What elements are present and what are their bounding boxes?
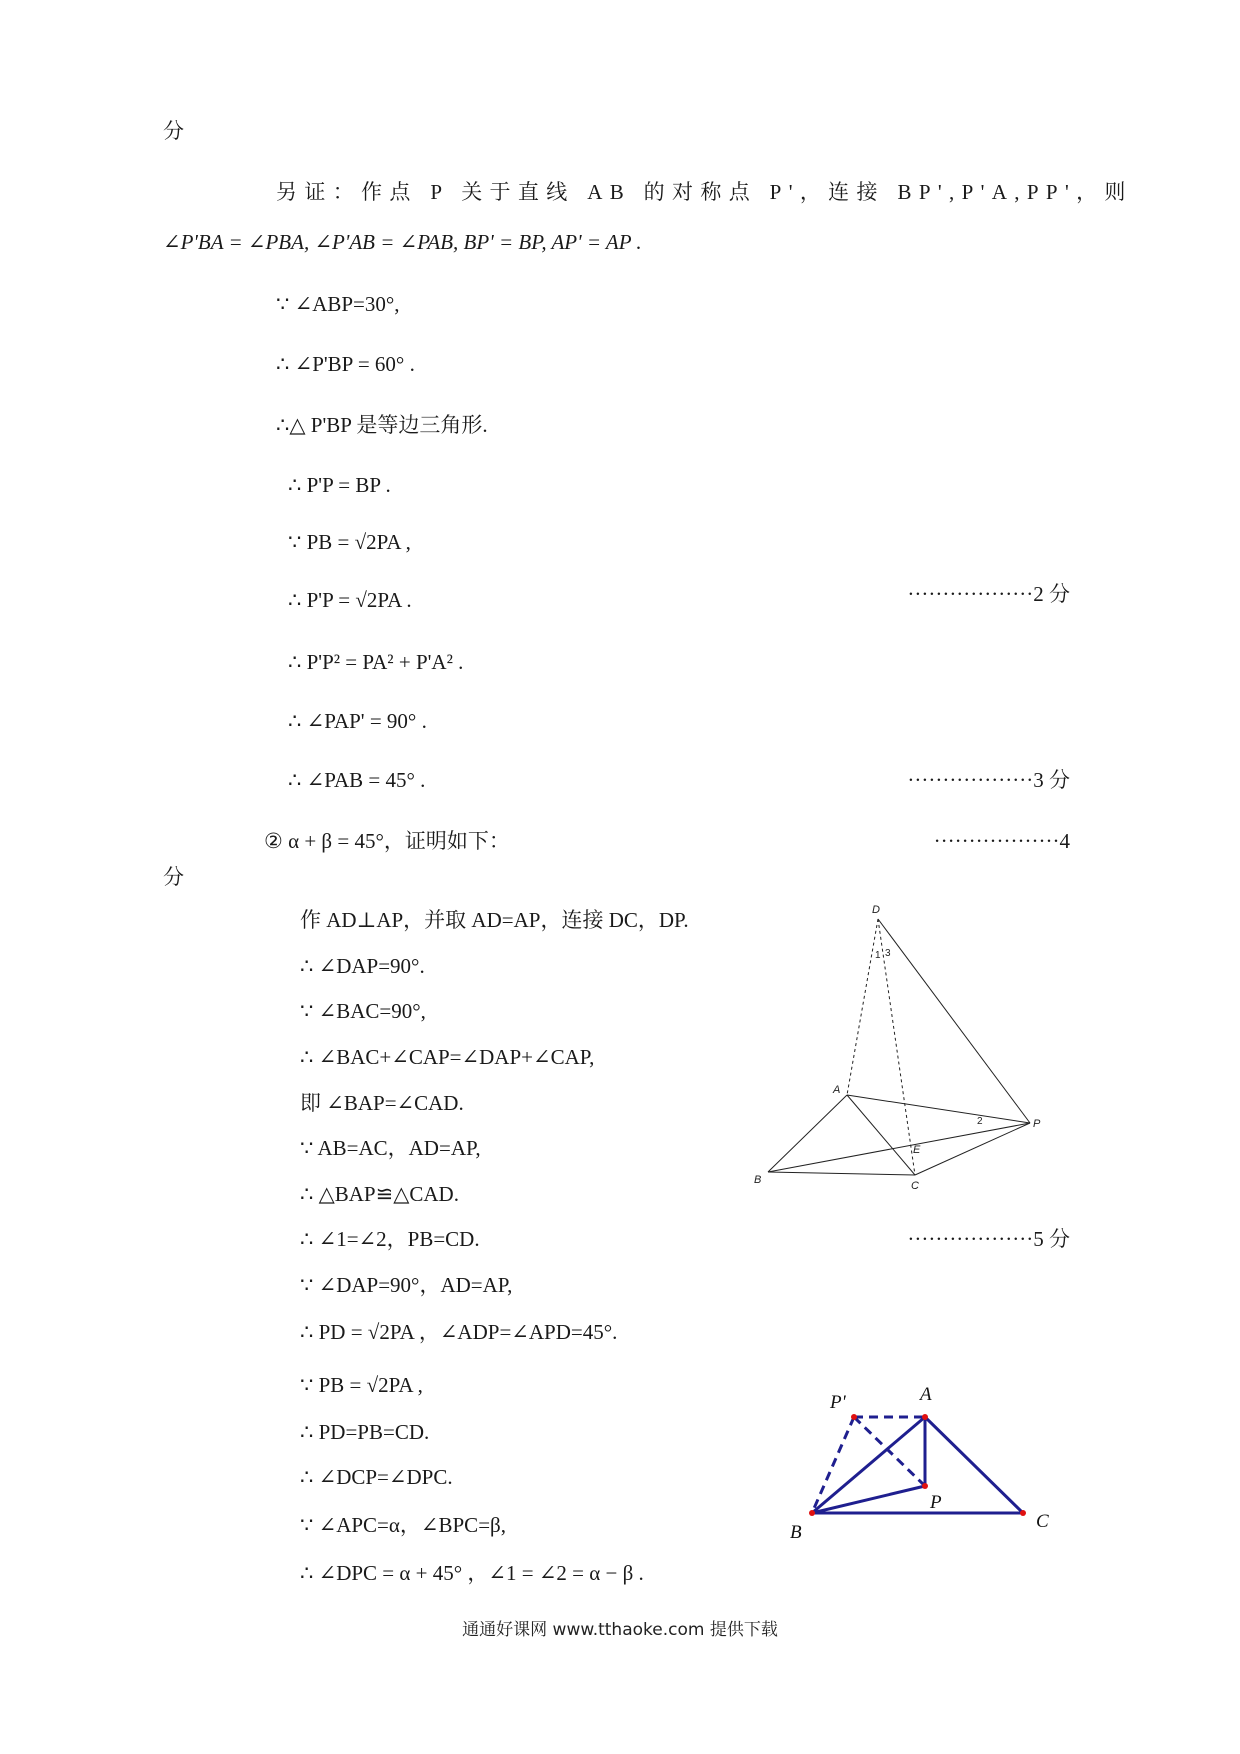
label-p-prime: P' — [830, 1392, 846, 1413]
step-bac90: ∵ ∠BAC=90°, — [300, 999, 426, 1023]
label-c: C — [911, 1180, 919, 1192]
step-dcp-dpc: ∴ ∠DCP=∠DPC. — [300, 1465, 453, 1489]
part2-claim: ② α + β = 45°，证明如下： — [264, 829, 510, 853]
step-pp-root2: ∴ P'P = √2PA . — [288, 588, 412, 612]
step-abp30: ∵ ∠ABP=30°, — [276, 292, 400, 316]
symmetry-equalities: ∠P'BA = ∠PBA, ∠P'AB = ∠PAB, BP' = BP, AP' = AP . — [163, 230, 642, 254]
alt-proof-intro: 另证：作点 P 关于直线 AB 的对称点 P'，连接 BP',P'A,PP'，则 — [276, 180, 1133, 204]
label-b2: B — [790, 1522, 802, 1543]
step-pd-root2: ∴ PD = √2PA ，∠ADP=∠APD=45°. — [300, 1320, 618, 1344]
edge-da — [847, 919, 878, 1095]
label-b: B — [754, 1174, 762, 1186]
geometry-figure-reflection — [770, 1370, 1070, 1550]
step-angle-sum: ∴ ∠BAC+∠CAP=∠DAP+∠CAP, — [300, 1045, 595, 1069]
step-pb-root2-b: ∵ PB = √2PA , — [300, 1373, 423, 1397]
step-pbp60: ∴ ∠P'BP = 60° . — [276, 352, 415, 376]
construct-ad: 作 AD⊥AP，并取 AD=AP，连接 DC，DP. — [300, 908, 689, 932]
step-dap90-ad-ap: ∵ ∠DAP=90°，AD=AP, — [300, 1273, 513, 1297]
score-5: ··················5 分 — [907, 1227, 1070, 1251]
point-p — [922, 1483, 928, 1489]
edge-ap — [847, 1095, 1030, 1123]
label-angle-1: 1 — [875, 950, 881, 961]
score-4: ··················4 — [933, 829, 1070, 853]
step-pab45: ∴ ∠PAB = 45° . — [288, 768, 426, 792]
edge-bp — [768, 1123, 1030, 1172]
point-c — [1020, 1510, 1026, 1516]
fen-top: 分 — [163, 119, 184, 143]
segment-pp-b — [812, 1417, 854, 1513]
label-p: P — [1033, 1118, 1041, 1130]
label-angle-2: 2 — [977, 1116, 983, 1127]
geometry-figure-construction — [750, 895, 1050, 1195]
step-pythagoras: ∴ P'P² = PA² + P'A² . — [288, 650, 464, 674]
step-pap90: ∴ ∠PAP' = 90° . — [288, 709, 427, 733]
step-pd-pb-cd: ∴ PD=PB=CD. — [300, 1420, 430, 1444]
score-2: ··················2 分 — [907, 582, 1070, 606]
step-dap90: ∴ ∠DAP=90°. — [300, 954, 425, 978]
label-c2: C — [1036, 1511, 1049, 1532]
label-a: A — [833, 1084, 841, 1096]
edge-dc — [878, 919, 915, 1175]
point-p-prime — [851, 1414, 857, 1420]
score-3: ··················3 分 — [907, 768, 1070, 792]
step-apc-bpc: ∵ ∠APC=α，∠BPC=β, — [300, 1513, 506, 1537]
label-a2: A — [920, 1384, 932, 1405]
label-d: D — [872, 904, 880, 916]
label-angle-3: 3 — [885, 948, 891, 959]
step-congruent: ∴ △BAP≌△CAD. — [300, 1182, 459, 1206]
footer-source: 通通好课网 www.tthaoke.com 提供下载 — [462, 1620, 778, 1640]
edge-cp — [915, 1123, 1030, 1175]
step-ab-ac: ∵ AB=AC，AD=AP, — [300, 1136, 481, 1160]
edge-bc — [768, 1172, 915, 1175]
edge-dp — [878, 919, 1030, 1123]
label-e: E — [913, 1144, 921, 1156]
label-p2: P — [930, 1492, 942, 1513]
step-pp-bp: ∴ P'P = BP . — [288, 473, 391, 497]
step-bap-cad: 即 ∠BAP=∠CAD. — [300, 1091, 464, 1115]
step-angle1-2: ∴ ∠1=∠2，PB=CD. — [300, 1227, 480, 1251]
fen-mid: 分 — [163, 865, 184, 889]
point-a — [922, 1414, 928, 1420]
step-dpc-conclusion: ∴ ∠DPC = α + 45° ，∠1 = ∠2 = α − β . — [300, 1561, 644, 1585]
step-equilateral: ∴△ P'BP 是等边三角形. — [276, 413, 488, 437]
step-pb-root2: ∵ PB = √2PA , — [288, 530, 411, 554]
point-b — [809, 1510, 815, 1516]
edge-ba — [768, 1095, 847, 1172]
edge-ac — [847, 1095, 915, 1175]
